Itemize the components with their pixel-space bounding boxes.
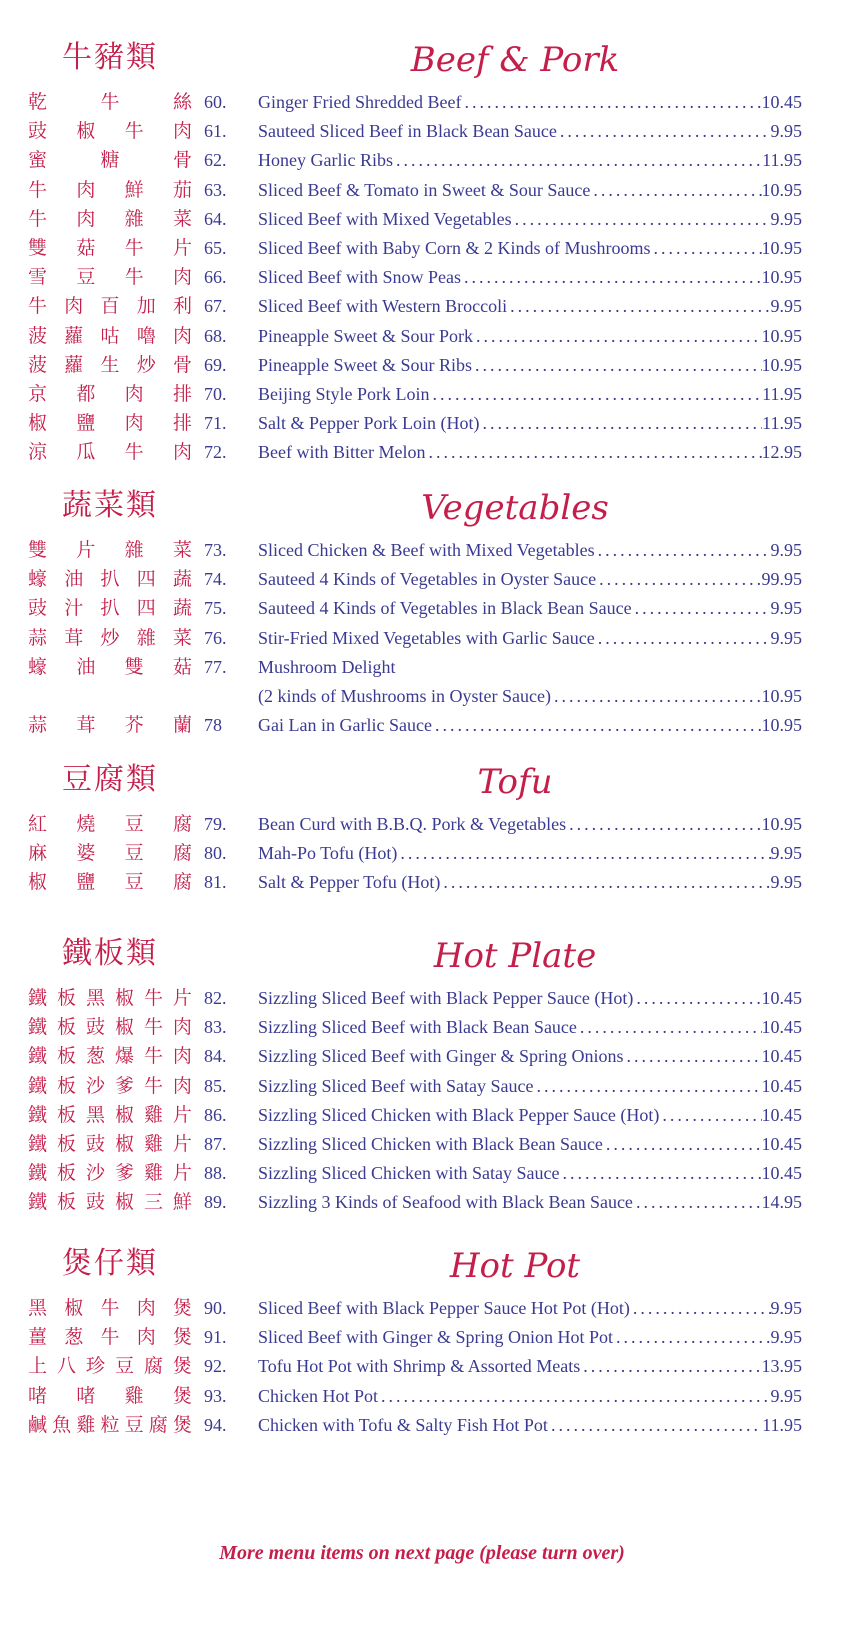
item-price: 10.45: [761, 1104, 802, 1125]
dot-leader: [590, 176, 761, 205]
item-description: [258, 594, 802, 623]
item-english-name: Sizzling 3 Kinds of Seafood with Black Bean Sauce: [258, 1192, 633, 1213]
item-number: 90.: [204, 1298, 227, 1318]
item-chinese-name: 豉 汁 扒 四 蔬: [28, 597, 192, 620]
dot-leader: [512, 205, 771, 234]
item-chinese-name: 雙 片 雜 菜: [28, 539, 192, 561]
item-description: [258, 1101, 802, 1130]
dot-leader: [461, 88, 761, 117]
item-chinese-name: 黑 椒 牛 肉 煲: [28, 1297, 192, 1319]
item-price: 10.45: [761, 1046, 802, 1067]
item-number: 79.: [204, 814, 227, 834]
item-price: 11.95: [762, 1414, 802, 1435]
item-price: 12.95: [761, 442, 802, 463]
dot-leader: [633, 1188, 762, 1217]
item-chinese-name: 紅 燒 豆 腐: [28, 813, 192, 835]
dot-leader: [548, 1411, 762, 1440]
footer-note: More menu items on next page (please turn over): [219, 1542, 625, 1564]
item-english-name: Tofu Hot Pot with Shrimp & Assorted Meats: [258, 1356, 581, 1377]
item-number: 65.: [204, 237, 227, 258]
section-title-chinese: 鐵板類: [62, 936, 158, 971]
item-english-name: Chicken Hot Pot: [258, 1385, 378, 1406]
menu-item: [0, 322, 844, 351]
dot-leader: [603, 1130, 762, 1159]
menu-item: [0, 624, 844, 653]
item-english-name: Beijing Style Pork Loin: [258, 383, 430, 404]
item-chinese-name: 雪 豆 牛 肉: [28, 266, 192, 289]
item-description: [258, 624, 802, 653]
item-chinese-name: 椒 鹽 肉 排: [28, 412, 192, 435]
dot-leader: [559, 1159, 761, 1188]
item-price: 9.95: [770, 1385, 802, 1406]
item-chinese-name: 蜜 糖 骨: [28, 149, 192, 172]
item-english-name: Bean Curd with B.B.Q. Pork & Vegetables: [258, 814, 567, 834]
item-price: 10.95: [761, 354, 802, 375]
item-chinese-name: 蠔 油 雙 菇: [28, 655, 192, 678]
dot-leader: [473, 322, 762, 351]
item-number: 74.: [204, 569, 227, 590]
item-chinese-name: 鐵 板 沙 爹 牛 肉: [28, 1074, 192, 1097]
item-description: [258, 88, 802, 117]
item-chinese-name: 牛 肉 鮮 茄: [28, 178, 192, 201]
dot-leader: [461, 263, 762, 292]
dot-leader: [432, 711, 762, 740]
item-chinese-name: 薑 葱 牛 肉 煲: [28, 1326, 192, 1349]
item-number: 72.: [204, 442, 227, 463]
item-english-name: Sliced Beef with Mixed Vegetables: [258, 208, 512, 229]
item-price: 9.95: [770, 208, 802, 229]
item-description: [258, 1352, 802, 1381]
item-description: [258, 409, 802, 438]
menu-item: [0, 205, 844, 234]
item-description: [258, 176, 802, 205]
item-description: [258, 653, 802, 682]
item-number: 63.: [204, 179, 227, 200]
menu-item: [0, 88, 844, 117]
item-english-name: Sizzling Sliced Chicken with Black Pepper Sauce (Hot): [258, 1104, 660, 1125]
item-description: [258, 1188, 802, 1217]
item-chinese-name: 鹹 魚 雞 粒 豆 腐 煲: [28, 1413, 192, 1436]
item-chinese-name: 鐵 板 沙 爹 雞 片: [28, 1162, 192, 1185]
item-description: [258, 380, 802, 409]
item-description: [258, 810, 802, 839]
item-chinese-name: 京 都 肉 排: [28, 382, 192, 405]
item-english-name: Sauteed 4 Kinds of Vegetables in Black Bean Sauce: [258, 598, 632, 619]
item-number: 61.: [204, 121, 227, 142]
item-number: 68.: [204, 325, 227, 346]
menu-item-list: [0, 810, 844, 898]
item-english-name: Salt & Pepper Pork Loin (Hot): [258, 413, 480, 434]
dot-leader: [430, 380, 763, 409]
item-price: 11.95: [762, 150, 802, 171]
item-number: 71.: [204, 413, 227, 434]
section-title-english: Hot Plate: [433, 936, 597, 976]
item-english-name: Sliced Beef with Western Broccoli: [258, 296, 508, 317]
item-english-name: Pineapple Sweet & Sour Pork: [258, 325, 473, 346]
item-description: [258, 682, 802, 711]
dot-leader: [650, 234, 761, 263]
item-description: [258, 205, 802, 234]
item-price: 10.95: [761, 814, 802, 834]
item-number: 85.: [204, 1075, 227, 1096]
item-description: [258, 711, 802, 740]
item-number: 94.: [204, 1414, 227, 1435]
item-number: 84.: [204, 1046, 227, 1067]
item-description: [258, 351, 802, 380]
item-price: 10.95: [761, 237, 802, 258]
item-number: 64.: [204, 208, 227, 229]
item-number: 75.: [204, 598, 227, 619]
item-english-name: Sizzling Sliced Beef with Black Pepper Sauce (Hot): [258, 988, 634, 1008]
item-price: 11.95: [762, 413, 802, 434]
item-number: 67.: [204, 296, 227, 317]
dot-leader: [623, 1042, 761, 1071]
item-price: 99.95: [761, 569, 802, 590]
item-description: [258, 292, 802, 321]
dot-leader: [507, 292, 770, 321]
item-number: 82.: [204, 988, 227, 1008]
item-description: [258, 322, 802, 351]
menu-item-list: [0, 536, 844, 740]
menu-item: [0, 1072, 844, 1101]
menu-item: [0, 1042, 844, 1071]
item-english-name: Sauteed 4 Kinds of Vegetables in Oyster Sauce: [258, 569, 597, 590]
item-description: [258, 839, 802, 868]
menu-item: [0, 594, 844, 623]
menu-item: [0, 1159, 844, 1188]
menu-item: [0, 292, 844, 321]
item-description: [258, 536, 802, 565]
item-chinese-name: 椒 鹽 豆 腐: [28, 871, 192, 894]
menu-item: [0, 438, 844, 467]
item-number: 92.: [204, 1356, 227, 1377]
item-chinese-name: 涼 瓜 牛 肉: [28, 441, 192, 464]
item-number: 73.: [204, 540, 227, 560]
item-price: 10.45: [761, 1133, 802, 1154]
item-chinese-name: 乾 牛 絲: [28, 91, 192, 113]
item-english-name: Beef with Bitter Melon: [258, 442, 426, 463]
item-chinese-name: 鐵 板 豉 椒 雞 片: [28, 1132, 192, 1155]
menu-item: [0, 682, 844, 711]
item-number: 77.: [204, 656, 227, 677]
item-description: [258, 1042, 802, 1071]
item-number: 81.: [204, 872, 227, 893]
item-number: 88.: [204, 1163, 227, 1184]
item-english-name: Salt & Pepper Tofu (Hot): [258, 872, 441, 893]
item-price: 9.95: [770, 872, 802, 893]
item-price: 9.95: [770, 1327, 802, 1348]
item-description: [258, 1382, 802, 1411]
dot-leader: [633, 984, 761, 1013]
item-description: [258, 1159, 802, 1188]
item-description: [258, 1411, 802, 1440]
menu-item: [0, 1188, 844, 1217]
item-description: [258, 1072, 802, 1101]
menu-item: [0, 1101, 844, 1130]
menu-item: [0, 176, 844, 205]
dot-leader: [595, 624, 771, 653]
item-price: 10.95: [761, 179, 802, 200]
item-number: 70.: [204, 383, 227, 404]
item-english-name: Honey Garlic Ribs: [258, 150, 393, 171]
dot-leader: [659, 1101, 761, 1130]
item-price: 14.95: [761, 1192, 802, 1213]
menu-item: [0, 146, 844, 175]
dot-leader: [440, 868, 770, 897]
menu-item: [0, 565, 844, 594]
item-english-name: Stir-Fried Mixed Vegetables with Garlic Sauce: [258, 627, 595, 648]
item-english-name: Sizzling Sliced Beef with Black Bean Sauce: [258, 1017, 577, 1038]
dot-leader: [479, 409, 762, 438]
menu-item: [0, 868, 844, 897]
item-price: 9.95: [770, 843, 802, 864]
menu-item: [0, 1130, 844, 1159]
item-price: 9.95: [770, 121, 802, 142]
item-english-name: Sizzling Sliced Chicken with Black Bean Sauce: [258, 1133, 603, 1154]
dot-leader: [595, 536, 771, 565]
item-price: 9.95: [770, 1298, 802, 1318]
item-english-name: Mushroom Delight: [258, 656, 396, 677]
dot-leader: [425, 438, 761, 467]
item-number: 69.: [204, 354, 227, 375]
item-number: 66.: [204, 267, 227, 288]
item-number: 89.: [204, 1192, 227, 1213]
item-description: [258, 1323, 802, 1352]
menu-item: [0, 234, 844, 263]
item-chinese-name: 菠 蘿 生 炒 骨: [28, 353, 192, 376]
menu-item: [0, 1382, 844, 1411]
item-price: 10.45: [761, 92, 802, 112]
menu-item: [0, 409, 844, 438]
item-chinese-name: 蒜 茸 炒 雜 菜: [28, 626, 192, 649]
dot-leader: [580, 1352, 761, 1381]
item-number: 60.: [204, 92, 227, 112]
item-english-name: (2 kinds of Mushrooms in Oyster Sauce): [258, 685, 551, 706]
menu-item: [0, 1352, 844, 1381]
section-title-chinese: 豆腐類: [62, 762, 158, 797]
menu-item: [0, 351, 844, 380]
item-english-name: Sizzling Sliced Chicken with Satay Sauce: [258, 1163, 560, 1184]
section-title-english: Tofu: [477, 762, 553, 802]
item-description: [258, 438, 802, 467]
dot-leader: [533, 1072, 761, 1101]
menu-item: [0, 536, 844, 565]
item-description: [258, 984, 802, 1013]
item-chinese-name: 蒜 茸 芥 蘭: [28, 714, 192, 737]
dot-leader: [378, 1382, 771, 1411]
item-chinese-name: 菠 蘿 咕 嚕 肉: [28, 324, 192, 347]
menu-item: [0, 1323, 844, 1352]
item-english-name: Sliced Beef & Tomato in Sweet & Sour Sauce: [258, 179, 591, 200]
item-description: [258, 117, 802, 146]
dot-leader: [613, 1323, 771, 1352]
menu-item: [0, 653, 844, 682]
item-chinese-name: 鐵 板 黑 椒 雞 片: [28, 1103, 192, 1126]
item-english-name: Pineapple Sweet & Sour Ribs: [258, 354, 472, 375]
section-title-chinese: 牛豬類: [62, 40, 158, 75]
menu-item: [0, 810, 844, 839]
item-price: 11.95: [762, 383, 802, 404]
section-title-english: Hot Pot: [449, 1246, 581, 1286]
item-price: 13.95: [761, 1356, 802, 1377]
section-title-english: Vegetables: [421, 488, 609, 528]
dot-leader: [551, 682, 762, 711]
item-english-name: Sliced Beef with Baby Corn & 2 Kinds of Mushrooms: [258, 237, 651, 258]
item-number: 76.: [204, 627, 227, 648]
dot-leader: [630, 1294, 771, 1323]
dot-leader: [566, 810, 761, 839]
item-price: 10.95: [761, 267, 802, 288]
item-english-name: Sizzling Sliced Beef with Ginger & Spring Onions: [258, 1046, 624, 1067]
item-price: 9.95: [770, 598, 802, 619]
item-description: [258, 234, 802, 263]
item-chinese-name: 上 八 珍 豆 腐 煲: [28, 1355, 192, 1378]
section-title-english: Beef & Pork: [410, 40, 620, 80]
item-price: 10.95: [761, 715, 802, 736]
item-number: 93.: [204, 1385, 227, 1406]
item-chinese-name: 鐵 板 豉 椒 牛 肉: [28, 1016, 192, 1039]
item-description: [258, 146, 802, 175]
item-price: 10.45: [761, 988, 802, 1008]
section-title-chinese: 煲仔類: [62, 1246, 158, 1281]
item-english-name: Sauteed Sliced Beef in Black Bean Sauce: [258, 121, 557, 142]
item-chinese-name: 鐵 板 黑 椒 牛 片: [28, 987, 192, 1009]
menu-item-list: [0, 984, 844, 1218]
dot-leader: [397, 839, 770, 868]
item-price: 10.45: [761, 1075, 802, 1096]
menu-item: [0, 839, 844, 868]
dot-leader: [393, 146, 762, 175]
item-number: 91.: [204, 1327, 227, 1348]
item-number: 80.: [204, 843, 227, 864]
item-price: 10.45: [761, 1163, 802, 1184]
item-description: [258, 263, 802, 292]
item-price: 10.45: [761, 1017, 802, 1038]
item-english-name: Ginger Fried Shredded Beef: [258, 92, 462, 112]
item-number: 83.: [204, 1017, 227, 1038]
item-chinese-name: 啫 啫 雞 煲: [28, 1384, 192, 1407]
item-number: 87.: [204, 1133, 227, 1154]
item-description: [258, 1130, 802, 1159]
item-english-name: Sizzling Sliced Beef with Satay Sauce: [258, 1075, 534, 1096]
item-price: 9.95: [770, 540, 802, 560]
menu-item: [0, 1294, 844, 1323]
item-description: [258, 868, 802, 897]
item-price: 10.95: [761, 685, 802, 706]
item-english-name: Sliced Beef with Snow Peas: [258, 267, 461, 288]
dot-leader: [577, 1013, 762, 1042]
item-chinese-name: 豉 椒 牛 肉: [28, 120, 192, 143]
item-price: 10.95: [761, 325, 802, 346]
item-chinese-name: 鐵 板 葱 爆 牛 肉: [28, 1045, 192, 1068]
menu-item-list: [0, 1294, 844, 1440]
menu-item: [0, 1411, 844, 1440]
item-english-name: Gai Lan in Garlic Sauce: [258, 715, 432, 736]
item-english-name: Sliced Beef with Black Pepper Sauce Hot Pot (Hot): [258, 1298, 630, 1318]
item-number: 62.: [204, 150, 227, 171]
menu-item: [0, 1013, 844, 1042]
item-chinese-name: 牛 肉 雜 菜: [28, 207, 192, 230]
menu-item: [0, 117, 844, 146]
item-description: [258, 1294, 802, 1323]
menu-item: [0, 380, 844, 409]
item-number: 78: [204, 715, 222, 736]
item-description: [258, 1013, 802, 1042]
item-price: 9.95: [770, 627, 802, 648]
item-english-name: Chicken with Tofu & Salty Fish Hot Pot: [258, 1414, 548, 1435]
item-chinese-name: 蠔 油 扒 四 蔬: [28, 568, 192, 591]
item-english-name: Mah-Po Tofu (Hot): [258, 843, 398, 864]
dot-leader: [596, 565, 761, 594]
item-chinese-name: 雙 菇 牛 片: [28, 236, 192, 259]
menu-item-list: [0, 88, 844, 467]
dot-leader: [632, 594, 771, 623]
menu-item: [0, 263, 844, 292]
section-title-chinese: 蔬菜類: [62, 488, 158, 523]
item-english-name: Sliced Beef with Ginger & Spring Onion Hot Pot: [258, 1327, 613, 1348]
dot-leader: [557, 117, 771, 146]
item-chinese-name: 麻 婆 豆 腐: [28, 842, 192, 865]
item-price: 9.95: [770, 296, 802, 317]
item-chinese-name: 鐵 板 豉 椒 三 鮮: [28, 1191, 192, 1214]
dot-leader: [472, 351, 762, 380]
item-chinese-name: 牛 肉 百 加 利: [28, 295, 192, 318]
item-description: [258, 565, 802, 594]
item-number: 86.: [204, 1104, 227, 1125]
menu-item: [0, 984, 844, 1013]
menu-item: [0, 711, 844, 740]
item-english-name: Sliced Chicken & Beef with Mixed Vegetables: [258, 540, 595, 560]
